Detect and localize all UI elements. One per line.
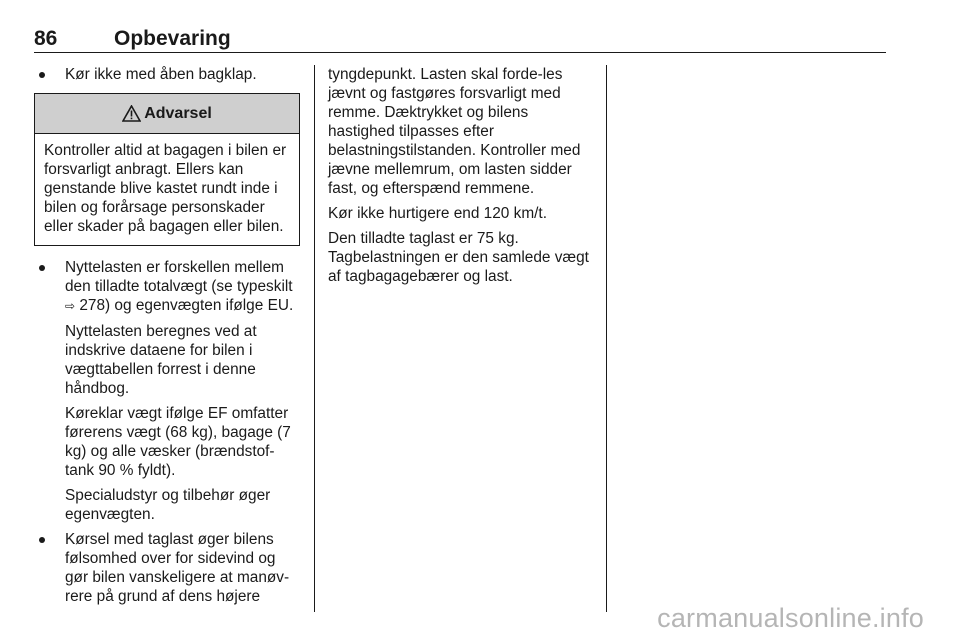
list-item	[34, 258, 300, 316]
bullet-text: Kør ikke med åben bagklap.	[65, 66, 257, 83]
page-reference-arrow-icon: ⇨	[65, 299, 76, 313]
paragraph: tyngdepunkt. Lasten skal forde-les jævnt og fastgøres forsvarligt med remme. Dæktrykket og bilens hastighed tilpasses efter belastningstilstanden. Kontroller med jævne mellemrum, om lasten sidder fast, og efterspænd remmene.	[328, 66, 581, 197]
paragraph: Specialudstyr og tilbehør øger egenvægten.	[65, 487, 271, 523]
warning-header	[35, 94, 299, 134]
paragraph: Kør ikke hurtigere end 120 km/t.	[328, 205, 547, 222]
watermark: carmanualsonline.info	[657, 603, 924, 633]
list-item	[34, 65, 300, 84]
page-header	[34, 26, 886, 52]
warning-triangle-icon	[122, 105, 141, 122]
warning-title: Advarsel	[144, 105, 212, 122]
bullet-icon	[39, 537, 45, 543]
paragraph: Nyttelasten beregnes ved at indskrive dataene for bilen i vægttabellen forrest i denne håndbog.	[65, 323, 257, 397]
warning-box	[34, 93, 300, 246]
paragraph: Den tilladte taglast er 75 kg. Tagbelastningen er den samlede vægt af tagbagagebærer og last.	[328, 230, 589, 285]
column-divider-right	[606, 65, 607, 612]
column-divider-left	[314, 65, 315, 612]
column-1	[34, 65, 300, 612]
bullet-icon	[39, 265, 45, 271]
warning-body: Kontroller altid at bagagen i bilen er forsvarligt anbragt. Ellers kan genstande blive kastet rundt inde i bilen og forårsage personskader eller skader på bagagen eller bilen.	[44, 142, 287, 235]
bullet-text: Kørsel med taglast øger bilens følsomhed over for sidevind og gør bilen vanskeligere at manøv-rere på grund af dens højere	[65, 531, 290, 605]
list-item	[34, 530, 300, 606]
section-title: Opbevaring	[114, 27, 231, 50]
page-number: 86	[34, 27, 58, 50]
bullet-text: Nyttelasten er forskellen mellem den tilladte totalvægt (se typeskilt	[65, 259, 293, 295]
column-2	[328, 65, 596, 292]
paragraph: Køreklar vægt ifølge EF omfatter førerens vægt (68 kg), bagage (7 kg) og alle væsker (brændstof-tank 90 % fyldt).	[65, 405, 291, 479]
bullet-icon	[39, 72, 45, 78]
page-reference-text: 278) og egenvægten ifølge EU.	[79, 297, 294, 314]
header-divider	[34, 52, 886, 53]
